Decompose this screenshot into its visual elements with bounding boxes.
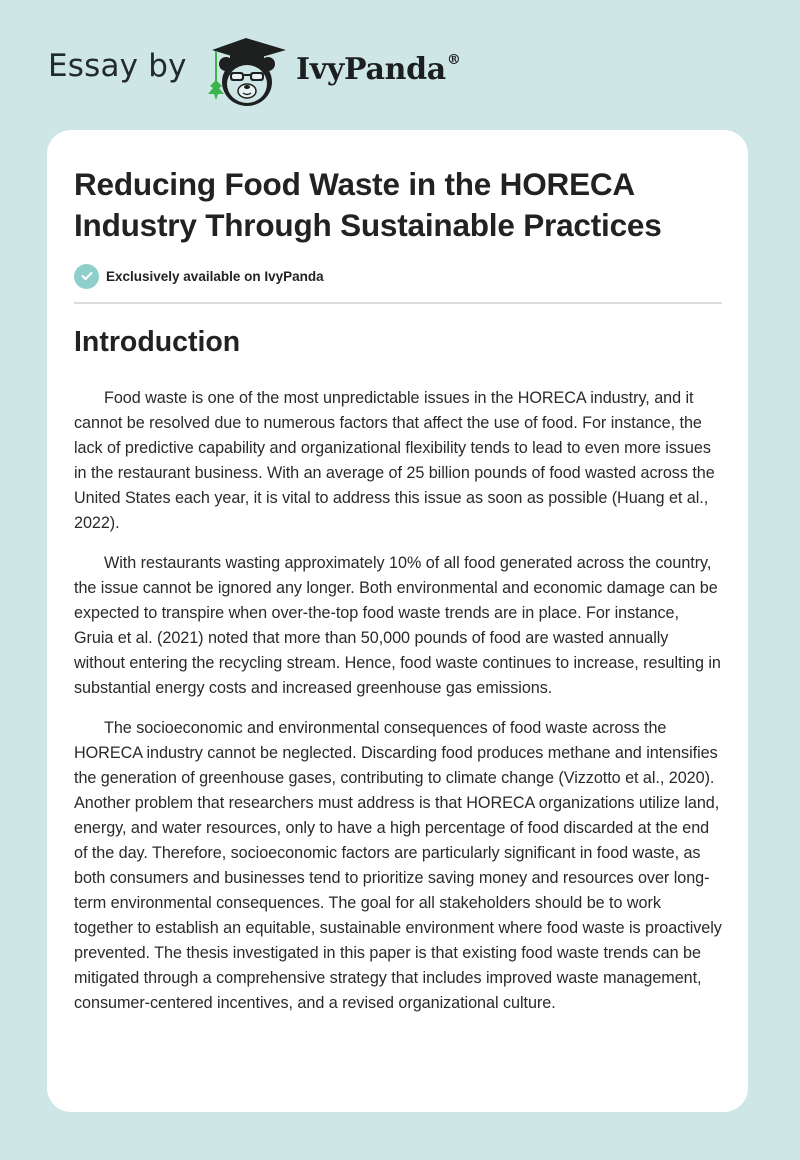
paragraph: The socioeconomic and environmental consequences of food waste across the HORECA industry cannot be neglected. Discarding food produces methane and intensifies the generation of greenhouse gases, contributing to climate change (Vizzotto et al., 2020). Another problem that researchers must address is that HORECA organizations utilize land, energy, and water resources, only to have a high percentage of food discarded at the end of the day. Therefore, socioeconomic factors are particularly significant in food waste, as both consumers and businesses tend to prioritize saving money and resources over long-term environmental consequences. The goal for all stakeholders should be to work together to establish an equitable, sustainable environment where food waste is proactively prevented. The thesis investigated in this paper is that existing food waste trends can be mitigated through a comprehensive strategy that includes improved waste management, consumer-centered incentives, and a revised organizational culture. (74, 719, 722, 1012)
paragraph: Food waste is one of the most unpredictable issues in the HORECA industry, and it cannot be resolved due to numerous factors that affect the use of food. For instance, the lack of predictive capability and organizational flexibility tends to lead to even more issues in the restaurant business. With an average of 25 billion pounds of food wasted across the United States each year, it is vital to address this issue as soon as possible (Huang et al., 2022). (74, 389, 715, 532)
exclusive-text: Exclusively available on IvyPanda (106, 268, 324, 284)
section-heading-introduction: Introduction (74, 326, 241, 358)
essay-card (47, 130, 748, 1112)
registered-mark: ® (446, 52, 461, 68)
site-header (0, 0, 800, 130)
paragraph: With restaurants wasting approximately 10% of all food generated across the country, the issue cannot be ignored any longer. Both environmental and economic damage can be expected to transpire when over-the-top food waste trends are in place. For instance, Gruia et al. (2021) noted that more than 50,000 pounds of food are wasted annually without entering the recycling stream. Hence, food waste continues to increase, resulting in substantial energy costs and increased greenhouse gas emissions. (74, 554, 721, 697)
section-body-introduction (74, 386, 722, 1031)
brand-logo-text[interactable]: IvyPanda® (296, 52, 461, 87)
page-title: Reducing Food Waste in the HORECA Industry Through Sustainable Practices (74, 166, 662, 243)
exclusive-badge (74, 264, 324, 288)
panda-graduate-mascot-icon[interactable] (202, 34, 292, 110)
divider (74, 302, 722, 304)
essay-by-label: Essay by (48, 48, 187, 84)
check-circle-icon (74, 264, 99, 289)
